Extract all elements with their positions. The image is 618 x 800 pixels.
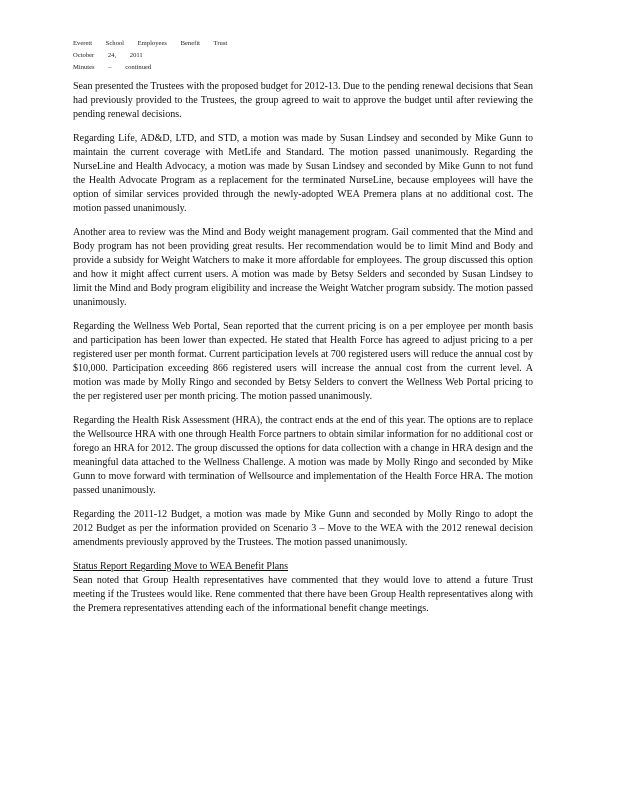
paragraph-mind-body: Another area to review was the Mind and Body weight management program. Gail commented that the Mind and Body program has not been providing great results. Her recommendation would be to limit Mind and Body and provide a subsidy for Weight Watchers to make it more affordable for employees. The group discussed this option and how it might affect current users. A motion was made by Betsy Selders and seconded by Susan Lindsey to limit the Mind and Body program eligibility and increase the Weight Watcher program subsidy. The motion passed unanimously. [73,227,533,308]
document-body [73,80,533,616]
section-paragraph: Sean noted that Group Health representatives have commented that they would love to attend a future Trust meeting if the Trustees would like. Rene commented that there have been Group Health representatives along with the Premera representatives attending each of the informational benefit change meetings. [73,575,533,614]
paragraph-wellness-portal: Regarding the Wellness Web Portal, Sean reported that the current pricing is on a per employee per month basis and participation has been lower than expected. He stated that Health Force has agreed to adjust pricing to a per registered user per month format. Current participation levels at 700 registered users will reduce the annual cost by $10,000. Participation exceeding 866 registered users will increase the annual cost from the current level. A motion was made by Molly Ringo and seconded by Betsy Selders to convert the Wellness Web Portal pricing to the per registered user per month pricing. The motion passed unanimously. [73,321,533,402]
header-date: October 24, 2011 [73,52,143,59]
section-heading: Status Report Regarding Move to WEA Benefit Plans [73,561,289,572]
header-minutes: Minutes – continued [73,64,152,71]
page-header [73,38,227,74]
header-organization: Everett School Employees Benefit Trust [73,40,228,47]
paragraph-budget-2011: Regarding the 2011-12 Budget, a motion was made by Mike Gunn and seconded by Molly Ringo to adopt the 2012 Budget as per the information provided on Scenario 3 – Move to the WEA with the 2012 renewal decision amendments previously approved by the Trustees. The motion passed unanimously. [73,509,533,548]
paragraph-hra: Regarding the Health Risk Assessment (HRA), the contract ends at the end of this year. The options are to replace the Wellsource HRA with one through Health Force partners to obtain similar information for no additional cost or forego an HRA for 2012. The group discussed the options for data collection with a change in HRA design and the meaningful data attached to the Wellness Challenge. A motion was made by Molly Ringo and seconded by Mike Gunn to move forward with termination of Wellsource and implementation of the Health Force HRA. The motion passed unanimously. [73,415,533,496]
paragraph-budget: Sean presented the Trustees with the proposed budget for 2012-13. Due to the pending renewal decisions that Sean had previously provided to the Trustees, the group agreed to wait to approve the budget until after reviewing the pending renewal decisions. [73,81,533,120]
paragraph-life-add: Regarding Life, AD&D, LTD, and STD, a motion was made by Susan Lindsey and seconded by Mike Gunn to maintain the current coverage with MetLife and Standard. The motion passed unanimously. Regarding the NurseLine and Health Advocacy, a motion was made by Susan Lindsey and seconded by Mike Gunn to not fund the Health Advocate Program as a replacement for the terminated NurseLine, because employees will have the option of similar services provided through the newly-adopted WEA Premera plans at no additional cost. The motion passed unanimously. [73,133,533,214]
